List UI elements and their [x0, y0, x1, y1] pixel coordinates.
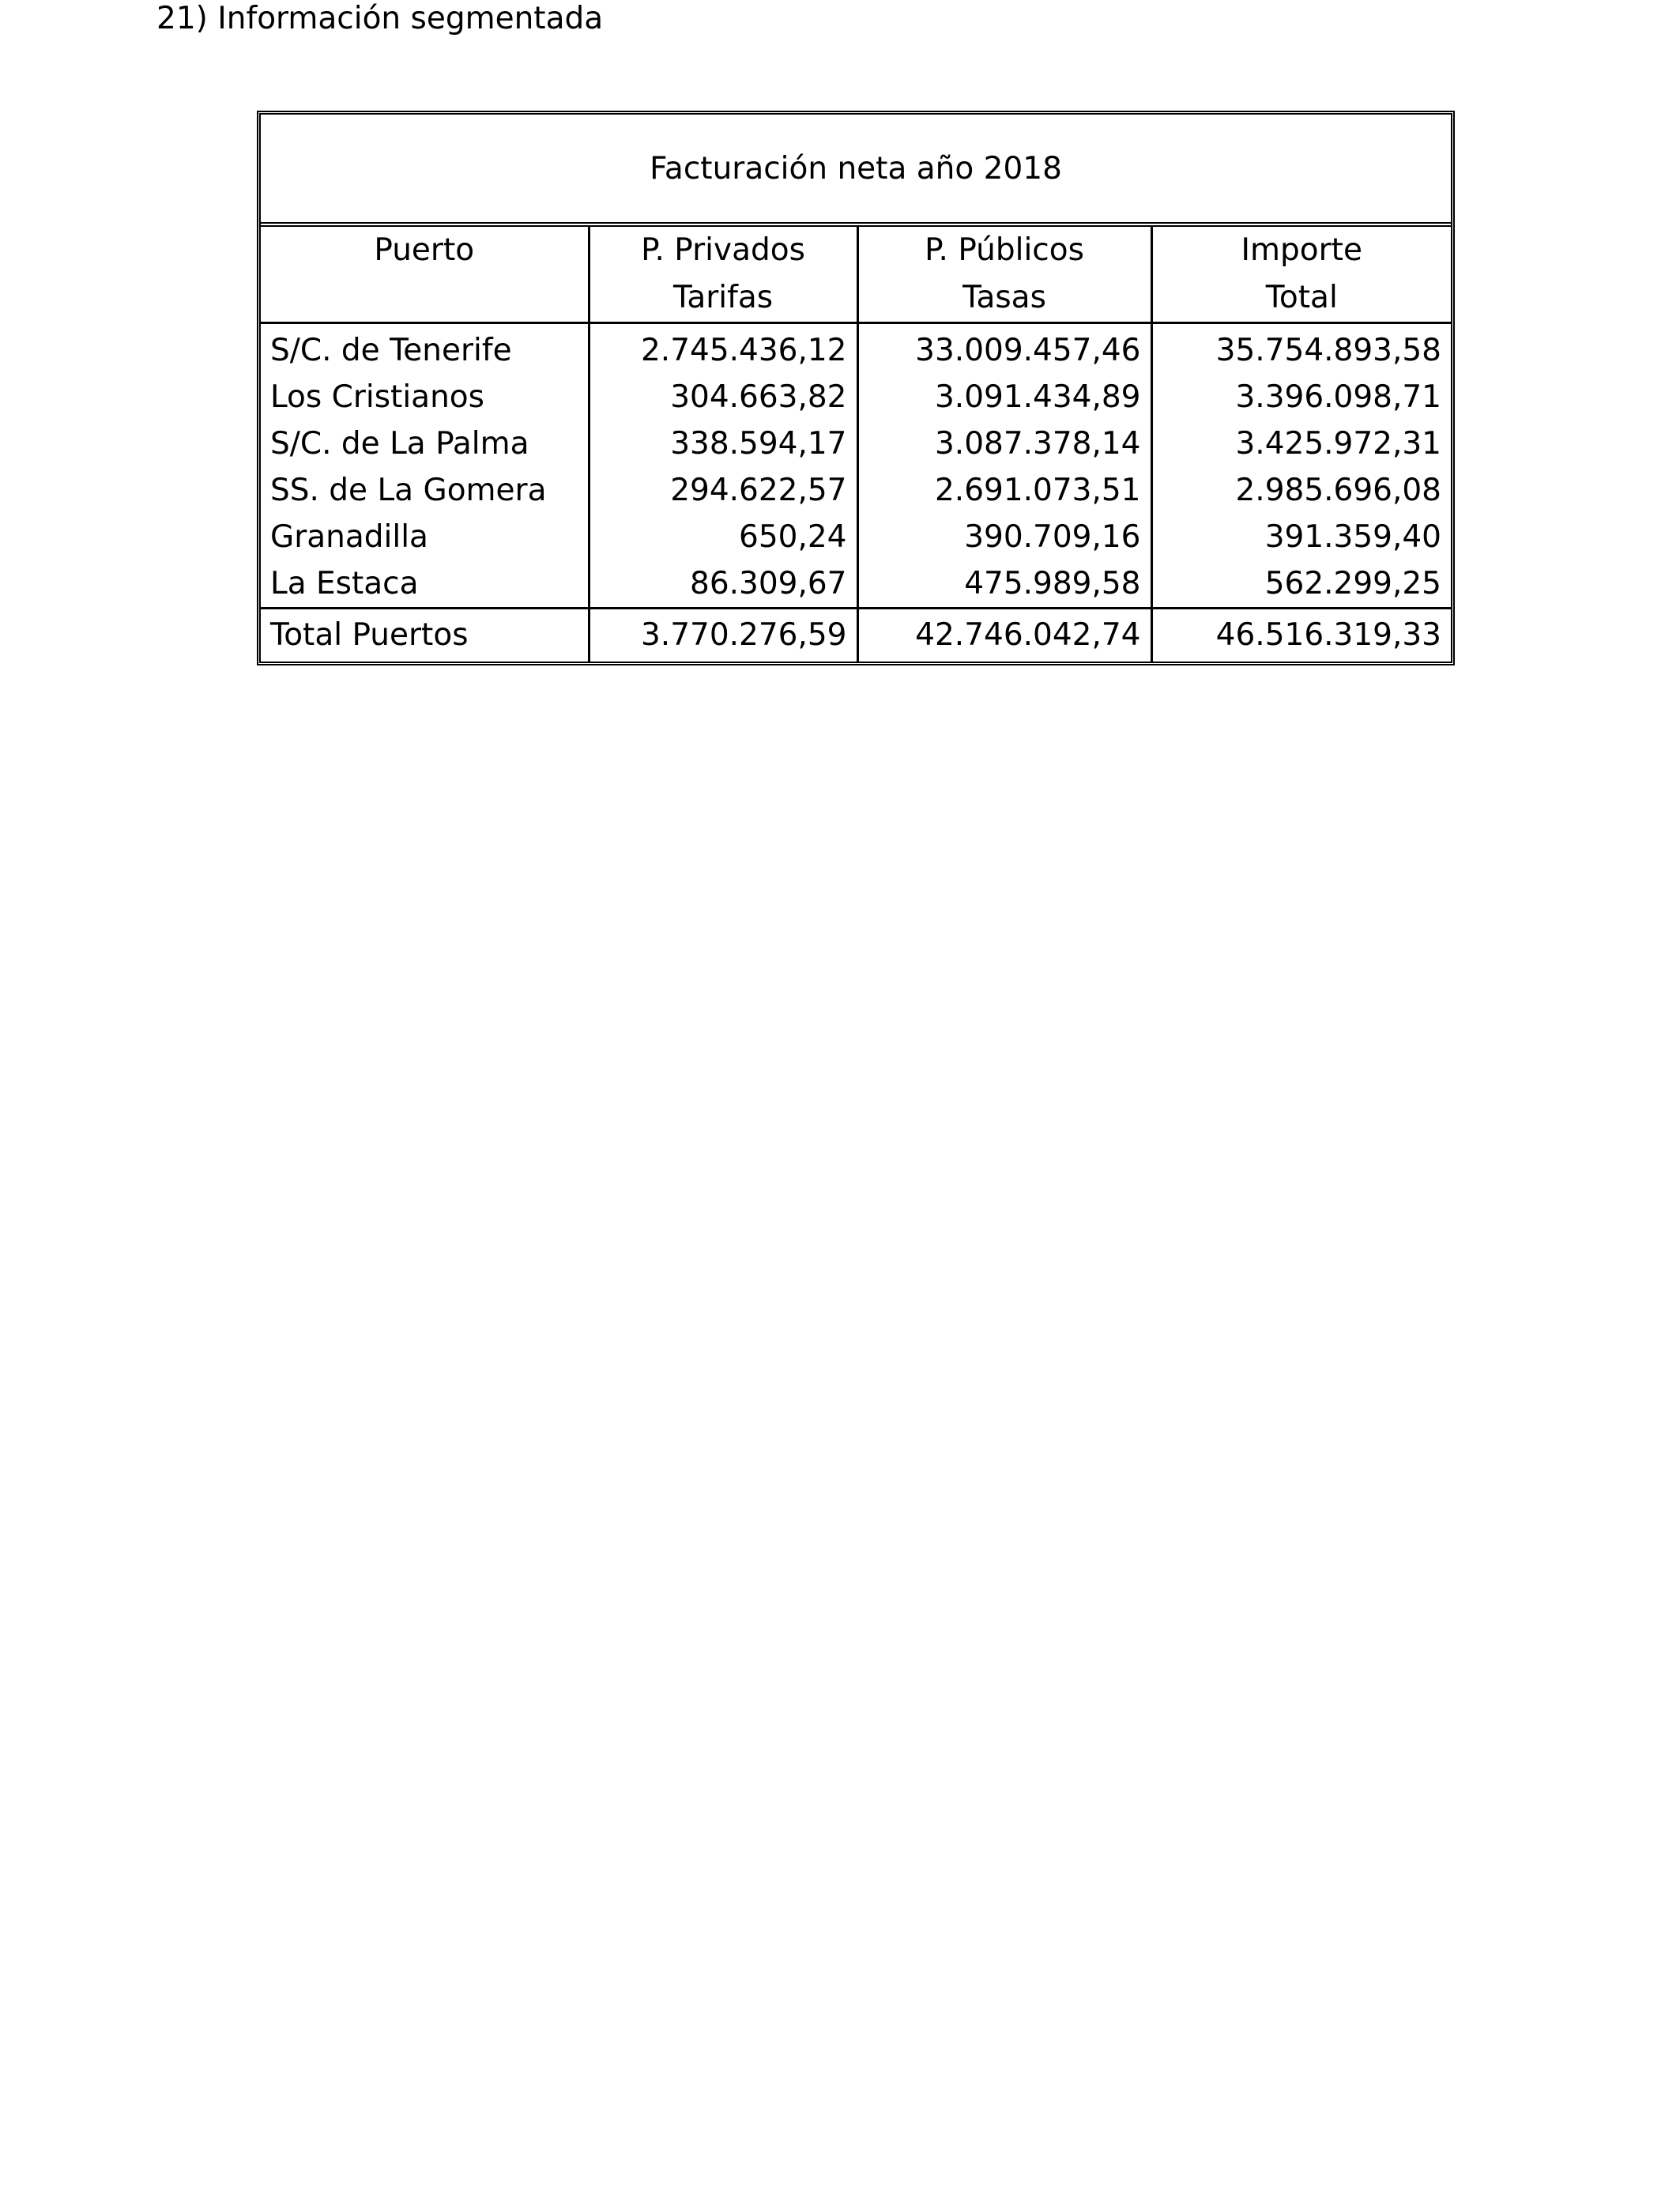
table-row [261, 560, 1451, 609]
cell-total: 562.299,25 [1264, 566, 1441, 601]
table-row [261, 374, 1451, 420]
billing-table [261, 115, 1451, 662]
cell-port: La Estaca [261, 560, 589, 609]
cell-public: 2.691.073,51 [857, 467, 1151, 514]
header-private-line1: P. Privados [641, 232, 805, 268]
header-port [261, 224, 589, 323]
header-private [589, 224, 857, 323]
table-row [261, 467, 1451, 514]
section-title: 21) Información segmentada [156, 1, 604, 36]
total-label: Total Puertos [261, 609, 589, 662]
table-row [261, 323, 1451, 375]
cell-total: 3.425.972,31 [1235, 426, 1441, 462]
table-caption: Facturación neta año 2018 [261, 115, 1451, 224]
total-private: 3.770.276,59 [589, 609, 857, 662]
header-public [857, 224, 1151, 323]
header-public-line2: Tasas [962, 280, 1046, 315]
billing-table-frame [257, 111, 1455, 665]
cell-port: Los Cristianos [261, 374, 589, 420]
table-caption-row [261, 115, 1451, 224]
cell-private: 86.309,67 [589, 560, 857, 609]
total-total: 46.516.319,33 [1151, 609, 1451, 662]
header-total [1151, 224, 1451, 323]
table-total-row [261, 609, 1451, 662]
cell-private: 338.594,17 [589, 420, 857, 467]
header-public-line1: P. Públicos [925, 232, 1084, 268]
cell-port: SS. de La Gomera [261, 467, 589, 514]
cell-port: S/C. de Tenerife [261, 323, 589, 375]
cell-total: 2.985.696,08 [1235, 473, 1441, 508]
table-row [261, 514, 1451, 560]
header-total-line1: Importe [1241, 232, 1362, 268]
cell-private: 294.622,57 [589, 467, 857, 514]
header-private-line2: Tarifas [672, 280, 774, 315]
cell-public: 33.009.457,46 [857, 323, 1151, 375]
cell-private: 2.745.436,12 [589, 323, 857, 375]
cell-private: 304.663,82 [589, 374, 857, 420]
cell-port: Granadilla [261, 514, 589, 560]
cell-public: 390.709,16 [857, 514, 1151, 560]
table-header-row [261, 224, 1451, 323]
cell-total: 35.754.893,58 [1215, 333, 1441, 368]
total-public: 42.746.042,74 [857, 609, 1151, 662]
header-port-line1: Puerto [374, 232, 475, 268]
cell-total: 3.396.098,71 [1235, 379, 1441, 415]
header-total-line2: Total [1265, 280, 1338, 315]
cell-private: 650,24 [589, 514, 857, 560]
table-row [261, 420, 1451, 467]
cell-port: S/C. de La Palma [261, 420, 589, 467]
cell-public: 3.091.434,89 [857, 374, 1151, 420]
cell-total: 391.359,40 [1264, 519, 1441, 555]
cell-public: 475.989,58 [857, 560, 1151, 609]
cell-public: 3.087.378,14 [857, 420, 1151, 467]
